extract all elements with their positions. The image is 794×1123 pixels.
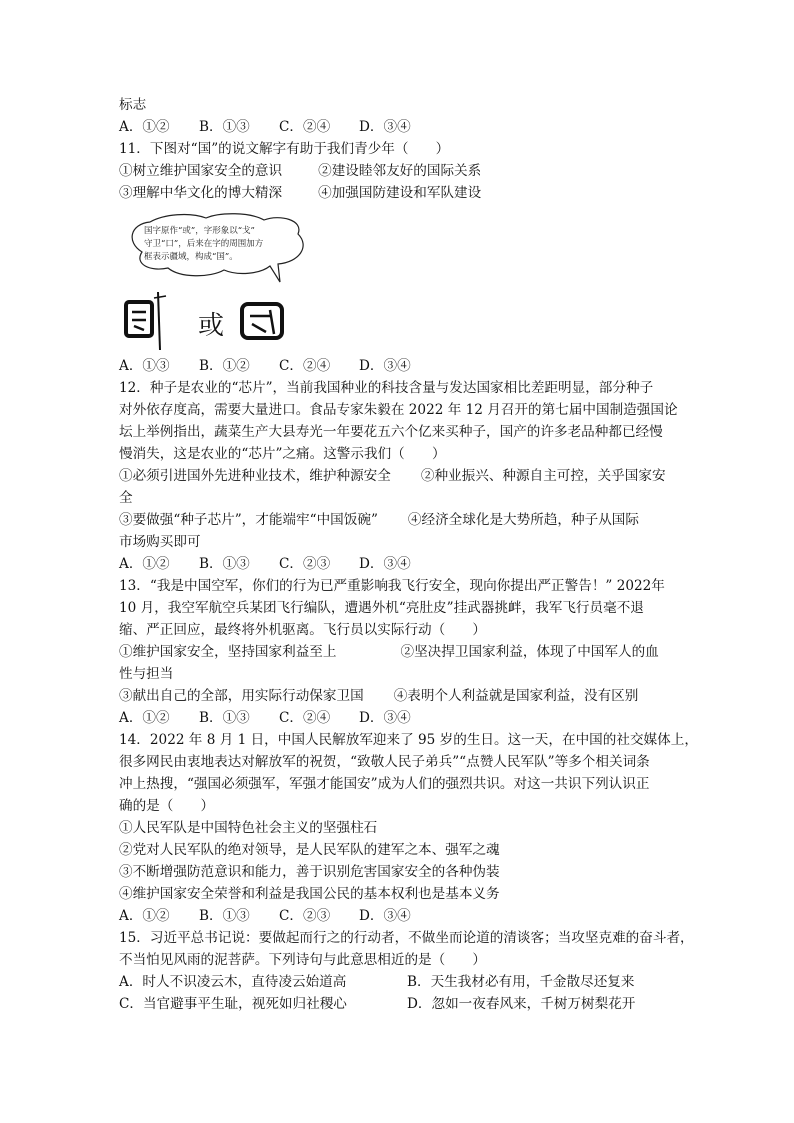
q12-statement-4-cont: 市场购买即可 — [119, 534, 201, 550]
q13-statement-2: ②坚决捍卫国家利益，体现了中国军人的血 — [400, 644, 659, 660]
option-d: D．③④ — [359, 556, 411, 572]
option-b: B．①③ — [199, 119, 250, 135]
q14-statement-1: ①人民军队是中国特色社会主义的坚强柱石 — [119, 820, 378, 836]
q11-options — [119, 356, 411, 376]
q11-statement-1: ①树立维护国家安全的意识 — [119, 163, 283, 179]
option-a: A．时人不识凌云木，直待凌云始道高 — [119, 974, 347, 990]
q12-stem-2: 对外依存度高，需要大量进口。食品专家朱毅在 2022 年 12 月召开的第七届中国制造强国论 — [119, 402, 678, 418]
option-d: D．③④ — [359, 119, 411, 135]
bubble-line-3: 框表示疆域，构成“国”。 — [144, 252, 238, 262]
q11-statement-2: ②建设睦邻友好的国际关系 — [318, 163, 482, 179]
option-d: D．③④ — [359, 710, 411, 726]
q13-statements-1 — [119, 642, 659, 662]
q15-stem-1: 15．习近平总书记说：要做起而行之的行动者，不做坐而论道的清谈客；当攻坚克难的奋斗者， — [119, 930, 694, 946]
q13-statement-2-cont: 性与担当 — [119, 666, 174, 682]
q11-statement-3: ③理解中华文化的博大精深 — [119, 185, 283, 201]
q12-stem-1: 12．种子是农业的“芯片”，当前我国种业的科技含量与发达国家相比差距明显，部分种子 — [119, 380, 654, 396]
option-b: B．①② — [199, 358, 250, 374]
q13-stem-2: 10 月，我空军航空兵某团飞行编队，遭遇外机“亮肚皮”挂武器挑衅，我军飞行员毫不退 — [119, 600, 644, 616]
q12-statement-1: ①必须引进国外先进种业技术，维护种源安全 — [119, 468, 391, 484]
q14-stem-2: 很多网民由衷地表达对解放军的祝贺，“致敬人民子弟兵”“点赞人民军队”等多个相关词条 — [119, 754, 650, 770]
q12-statements-2 — [119, 510, 639, 530]
q13-options — [119, 708, 411, 728]
guo-character-figure — [120, 212, 320, 354]
option-a: A．①② — [119, 556, 170, 572]
q12-statements-1 — [119, 466, 666, 486]
q12-options — [119, 554, 411, 574]
q12-statement-4: ④经济全球化是大势所趋，种子从国际 — [407, 512, 639, 528]
q10-options — [119, 117, 411, 137]
option-c: C．②③ — [279, 908, 331, 924]
guo-illustration — [120, 212, 320, 354]
q13-statement-4: ④表明个人利益就是国家利益，没有区别 — [393, 688, 639, 704]
q14-options — [119, 906, 411, 926]
option-b: B．天生我材必有用，千金散尽还复来 — [407, 974, 635, 990]
option-a: A．①② — [119, 908, 170, 924]
q12-stem-3: 坛上举例指出，蔬菜生产大县寿光一年要花五六个亿来买种子，国产的许多老品种都已经慢 — [119, 424, 663, 440]
q13-stem-3: 缩、严正回应，最终将外机驱离。飞行员以实际行动（ ） — [119, 622, 487, 638]
q13-statement-1: ①维护国家安全，坚持国家利益至上 — [119, 644, 337, 660]
q15-stem-2: 不当怕见风雨的泥菩萨。下列诗句与此意思相近的是（ ） — [119, 952, 487, 968]
q14-statement-2: ②党对人民军队的绝对领导，是人民军队的建军之本、强军之魂 — [119, 842, 500, 858]
q14-stem-3: 冲上热搜，“强国必须强军，军强才能国安”成为人们的强烈共识。对这一共识下列认识正 — [119, 776, 650, 792]
option-a: A．①② — [119, 710, 170, 726]
continued-text: 标志 — [119, 97, 147, 113]
option-b: B．①③ — [199, 908, 250, 924]
q11-statements-1 — [119, 161, 481, 181]
option-d: D．③④ — [359, 908, 411, 924]
option-b: B．①③ — [199, 710, 250, 726]
huo-glyph: 或 — [198, 311, 225, 341]
q13-stem-1: 13．“我是中国空军，你们的行为已严重影响我飞行安全，现向你提出严正警告！” 2022年 — [119, 578, 665, 594]
q11-statements-2 — [119, 183, 481, 203]
q12-statement-2: ②种业振兴、种源自主可控，关乎国家安 — [420, 468, 666, 484]
q12-statement-2-cont: 全 — [119, 490, 133, 506]
q14-statement-3: ③不断增强防范意识和能力，善于识别危害国家安全的各种伪装 — [119, 864, 500, 880]
q14-statement-4: ④维护国家安全荣誉和利益是我国公民的基本权利也是基本义务 — [119, 886, 500, 902]
q13-statement-3: ③献出自己的全部，用实际行动保家卫国 — [119, 688, 364, 704]
q12-statement-3: ③要做强“种子芯片”，才能端牢“中国饭碗” — [119, 512, 378, 528]
option-c: C．②③ — [279, 556, 331, 572]
option-d: D．忽如一夜春风来，千树万树梨花开 — [407, 996, 636, 1012]
option-c: C．②④ — [279, 119, 331, 135]
q14-stem-1: 14．2022 年 8 月 1 日，中国人民解放军迎来了 95 岁的生日。这一天，在中国的社交媒体上， — [119, 732, 698, 748]
q14-stem-4: 确的是（ ） — [119, 798, 215, 814]
option-c: C．②④ — [279, 358, 331, 374]
option-c: C．②④ — [279, 710, 331, 726]
q15-options-row-2 — [119, 994, 635, 1014]
q12-stem-4: 慢消失，这是农业的“芯片”之痛。这警示我们（ ） — [119, 446, 446, 462]
option-d: D．③④ — [359, 358, 411, 374]
seal-glyph — [126, 292, 166, 350]
guo-seal-glyph — [242, 304, 282, 338]
q11-statement-4: ④加强国防建设和军队建设 — [318, 185, 482, 201]
q13-statements-2 — [119, 686, 638, 706]
option-a: A．①③ — [119, 358, 170, 374]
option-a: A．①② — [119, 119, 170, 135]
q15-options-row-1 — [119, 972, 635, 992]
option-c: C．当官避事平生耻，视死如归社稷心 — [119, 996, 347, 1012]
bubble-line-1: 国字原作“或”，字形象以“戈” — [144, 226, 255, 236]
q11-stem: 11．下图对“国”的说文解字有助于我们青少年（ ） — [119, 141, 450, 157]
bubble-line-2: 守卫“口”，后来在字的周围加方 — [144, 239, 264, 249]
option-b: B．①③ — [199, 556, 250, 572]
